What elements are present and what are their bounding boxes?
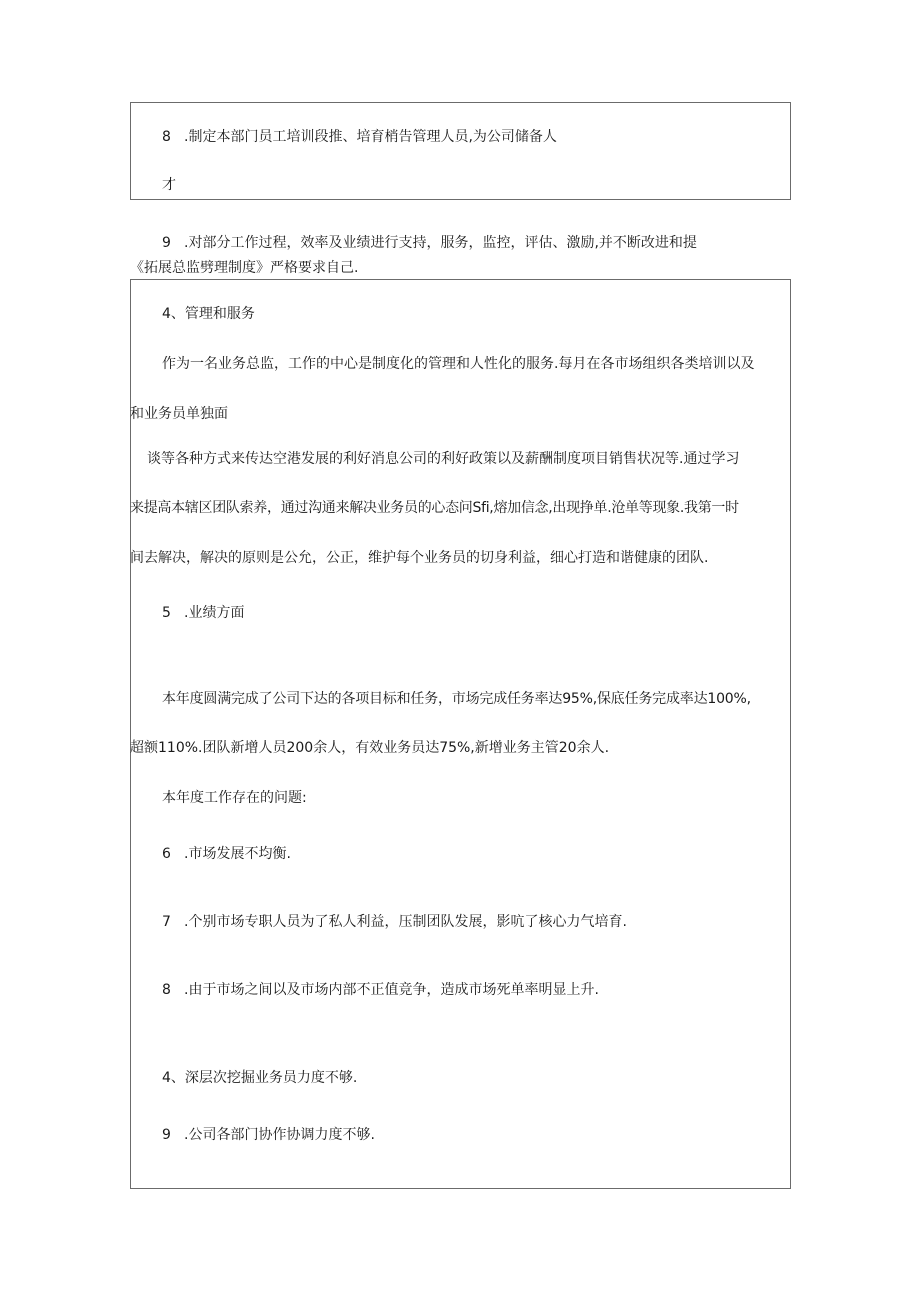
list-item-number: 8 <box>162 129 171 145</box>
list-item-9 <box>162 234 697 252</box>
problem-number: 7 <box>162 914 171 930</box>
section-title: .业绩方面 <box>184 605 245 621</box>
section-heading-management: 4、管理和服务 <box>162 306 255 322</box>
problem-text: .市场发展不均衡. <box>184 846 291 862</box>
problem-text: .由于市场之间以及市场内部不正值竞争，造成市场死单率明显上升. <box>184 982 599 998</box>
list-item-8-continuation: 才 <box>162 177 176 193</box>
list-item-number: 9 <box>162 235 171 251</box>
list-item-9-continuation: 《拓展总监劈理制度》严格要求自己. <box>130 260 359 276</box>
content-box-1 <box>130 102 791 200</box>
problem-text: .个别市场专职人员为了私人利益，压制团队发展，影吭了核心力气培育. <box>184 914 627 930</box>
paragraph-line: 来提高本辖区团队索养，通过沟通来解决业务员的心态问Sfi,熔加信念,出现挣单.沧单等现象.我第一时 <box>130 500 739 516</box>
problems-title: 本年度工作存在的问题: <box>162 790 307 806</box>
problem-item-7 <box>162 913 627 931</box>
list-item-text: .对部分工作过程，效率及业绩进行支持，服务，监控，评估、激励,并不断改进和提 <box>184 235 697 251</box>
problem-number: 9 <box>162 1127 171 1143</box>
problem-number: 6 <box>162 846 171 862</box>
list-item-text: .制定本部门员工培训段推、培育梢告管理人员,为公司储备人 <box>184 129 557 145</box>
paragraph-line: 本年度圆满完成了公司下达的各项目标和任务，市场完成任务率达95%,保底任务完成率达100%, <box>162 691 751 707</box>
problem-item-6 <box>162 845 291 863</box>
section-number: 5 <box>162 605 171 621</box>
list-item-8 <box>162 128 557 146</box>
paragraph-line: 超额110%.团队新增人员200余人，有效业务员达75%,新增业务主管20余人. <box>130 740 610 756</box>
problem-item-8 <box>162 981 599 999</box>
content-box-2 <box>130 279 791 1189</box>
paragraph-line: 作为一名业务总监，工作的中心是制度化的管理和人性化的服务.每月在各市场组织各类培训以及 <box>162 356 755 372</box>
problem-item-4: 4、深层次挖掘业务员力度不够. <box>162 1070 358 1086</box>
problem-number: 8 <box>162 982 171 998</box>
paragraph-line: 间去解决，解决的原则是公允，公正，维护每个业务员的切身利益，细心打造和谐健康的团队. <box>130 550 709 566</box>
paragraph-line: 谈等各种方式来传达空港发展的利好消息公司的利好政策以及薪酬制度项目销售状况等.通过学习 <box>147 451 740 467</box>
problem-item-9 <box>162 1126 375 1144</box>
section-heading-performance <box>162 604 244 622</box>
paragraph-line: 和业务员单独面 <box>130 406 228 422</box>
problem-text: .公司各部门协作协调力度不够. <box>184 1127 375 1143</box>
